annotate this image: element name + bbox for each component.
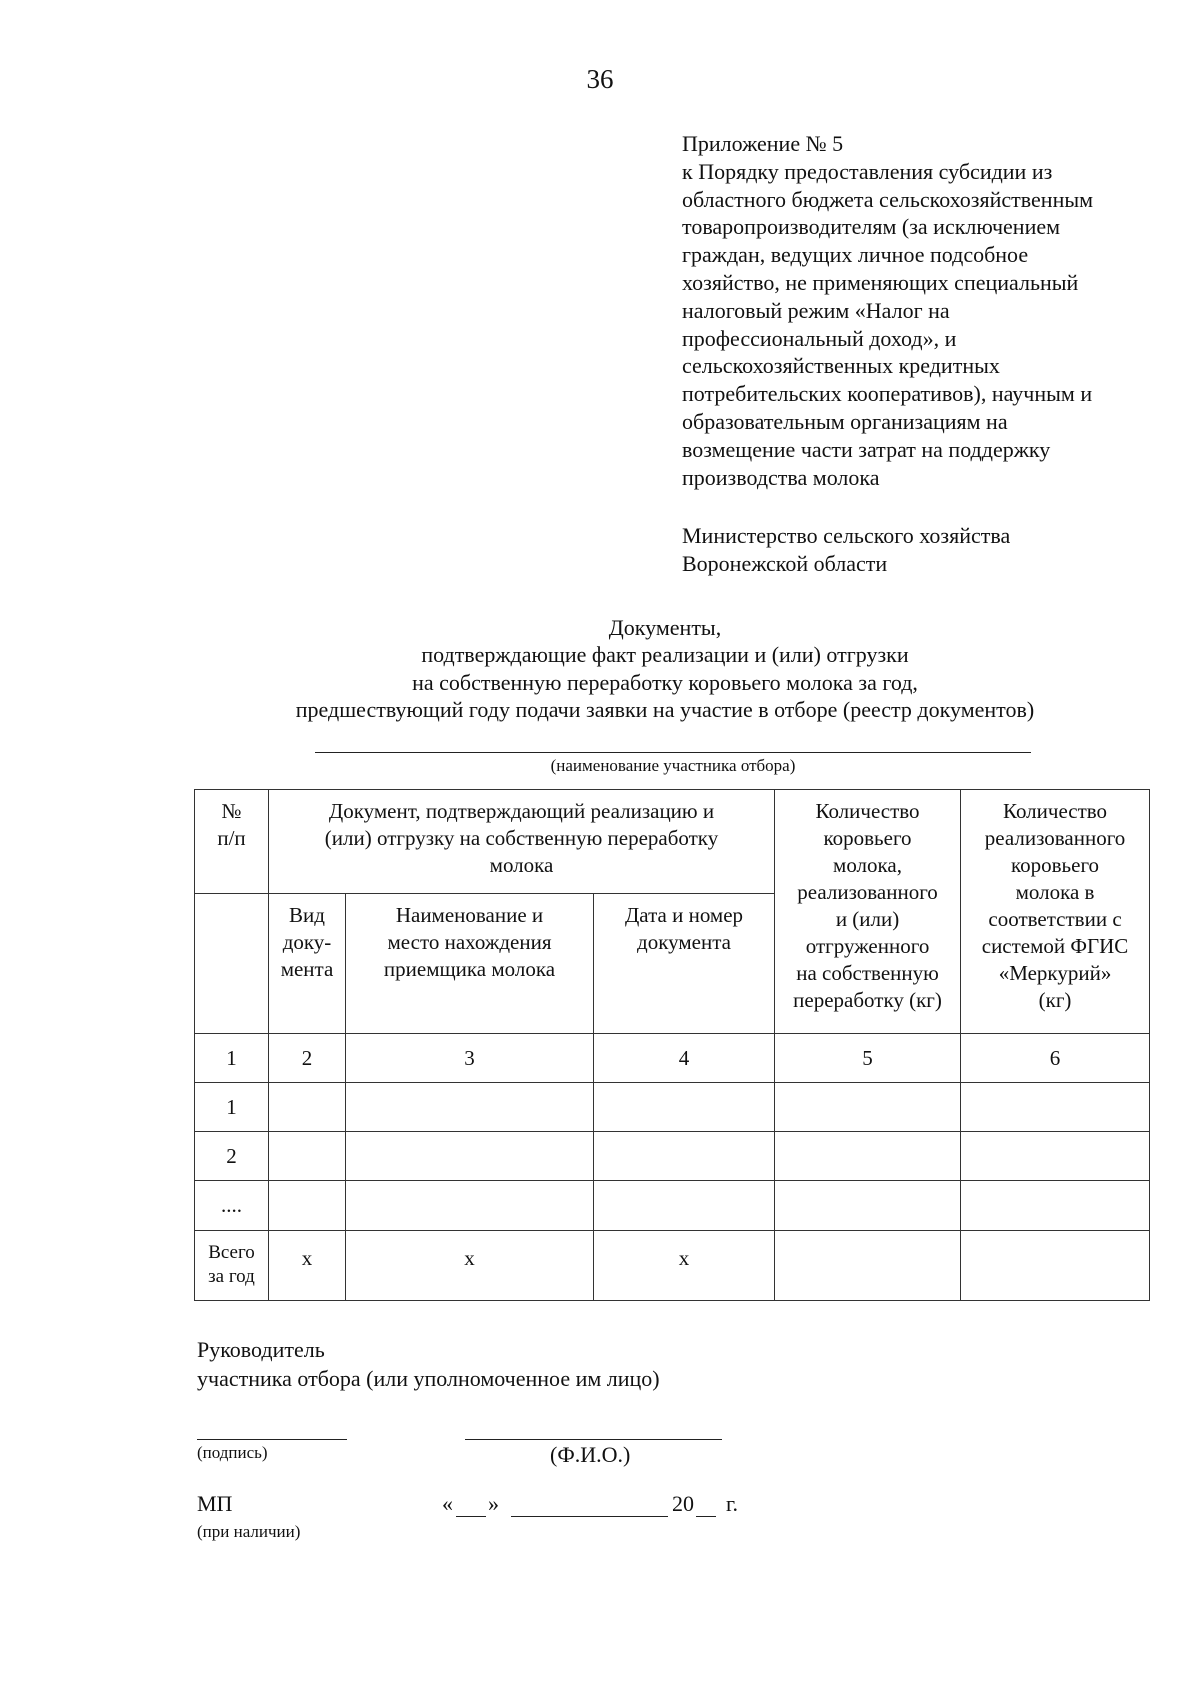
title-line: подтверждающие факт реализации и (или) отгрузки [421,642,909,668]
column-number: 2 [269,1034,346,1083]
appendix-line: потребительских кооперативов), научным и [682,381,1093,407]
table-cell [775,1181,961,1231]
table-cell [269,1181,346,1231]
ministry-addressee [682,522,1010,578]
page-number: 36 [586,64,614,94]
column-number: 3 [346,1034,594,1083]
header-number-empty [195,894,269,1034]
appendix-line: профессиональный доход», и [682,325,957,351]
total-label: Всего за год [195,1231,269,1301]
table-row [195,1132,1150,1181]
header-quantity-sold: Количество коровьего молока, реализованного и (или) отгруженного на собственную переработку (кг) [775,790,961,1034]
date-day-line [456,1516,486,1517]
title-line: Документы, [608,615,722,640]
header-number: № п/п [195,790,269,894]
table-cell [346,1181,594,1231]
table-cell [961,1132,1150,1181]
total-quantity-sold [775,1231,961,1301]
signature-line [197,1439,347,1440]
stamp-label: МП [197,1491,233,1516]
header-receiver: Наименование и место нахождения приемщика молока [346,894,594,1034]
appendix-line: хозяйство, не применяющих специальный [682,269,1079,295]
table-cell [961,1083,1150,1132]
appendix-line: налоговый режим «Налог на [682,297,950,323]
column-number: 4 [594,1034,775,1083]
head-title-line1: Руководитель [197,1337,325,1362]
appendix-line: областного бюджета сельскохозяйственным [682,186,1094,212]
row-number: .... [195,1181,269,1231]
participant-name-caption: (наименование участника отбора) [550,756,796,775]
column-number: 1 [195,1034,269,1083]
column-number: 5 [775,1034,961,1083]
total-quantity-fgis [961,1231,1150,1301]
title-line: на собственную переработку коровьего молока за год, [412,669,918,695]
table-cell [961,1181,1150,1231]
signature-caption: (подпись) [197,1443,268,1462]
ministry-line: Министерство сельского хозяйства [682,523,1011,548]
appendix-line: к Порядку предоставления субсидии из [682,158,1053,184]
stamp-note: (при наличии) [197,1522,301,1541]
date-year-suffix: г. [726,1491,739,1516]
documents-registry-table [194,789,1150,1301]
table-row [195,1083,1150,1132]
table-cell [594,1181,775,1231]
fio-caption: (Ф.И.О.) [550,1442,631,1467]
appendix-line: производства молока [682,464,880,490]
appendix-header [682,130,1162,491]
appendix-line: товаропроизводителям (за исключением [682,214,1061,240]
total-cell-mark: х [346,1231,594,1301]
total-row [195,1231,1150,1301]
title-line: предшествующий году подачи заявки на участие в отборе (реестр документов) [295,697,1035,723]
row-number: 2 [195,1132,269,1181]
header-date-number: Дата и номер документа [594,894,775,1034]
appendix-line: образовательным организациям на [682,408,1008,434]
participant-name-line [315,752,1031,753]
table-cell [775,1132,961,1181]
appendix-line: возмещение части затрат на поддержку [682,436,1051,462]
table-cell [594,1083,775,1132]
date-quote-open: « [442,1491,453,1516]
table-row [195,1181,1150,1231]
ministry-line: Воронежской области [682,551,888,576]
row-number: 1 [195,1083,269,1132]
fio-line [465,1439,722,1440]
date-quote-close: » [488,1491,499,1516]
table-cell [775,1083,961,1132]
table-cell [269,1132,346,1181]
header-quantity-fgis: Количество реализованного коровьего молока в соответствии с системой ФГИС «Меркурий» (кг) [961,790,1150,1034]
header-document-type: Вид доку- мента [269,894,346,1034]
head-title-line2: участника отбора (или уполномоченное им лицо) [197,1366,660,1391]
total-cell-mark: х [269,1231,346,1301]
table-cell [346,1083,594,1132]
date-year-prefix: 20 [672,1491,694,1516]
date-year-line [696,1516,716,1517]
column-number: 6 [961,1034,1150,1083]
table-cell [346,1132,594,1181]
header-document: Документ, подтверждающий реализацию и (или) отгрузку на собственную переработку молока [269,790,775,894]
appendix-line: граждан, ведущих личное подсобное [682,242,1029,268]
date-month-line [511,1516,668,1517]
appendix-line: Приложение № 5 [682,131,844,156]
table-cell [594,1132,775,1181]
table-cell [269,1083,346,1132]
appendix-line: сельскохозяйственных кредитных [682,353,1000,379]
total-cell-mark: х [594,1231,775,1301]
document-title [0,614,1200,724]
